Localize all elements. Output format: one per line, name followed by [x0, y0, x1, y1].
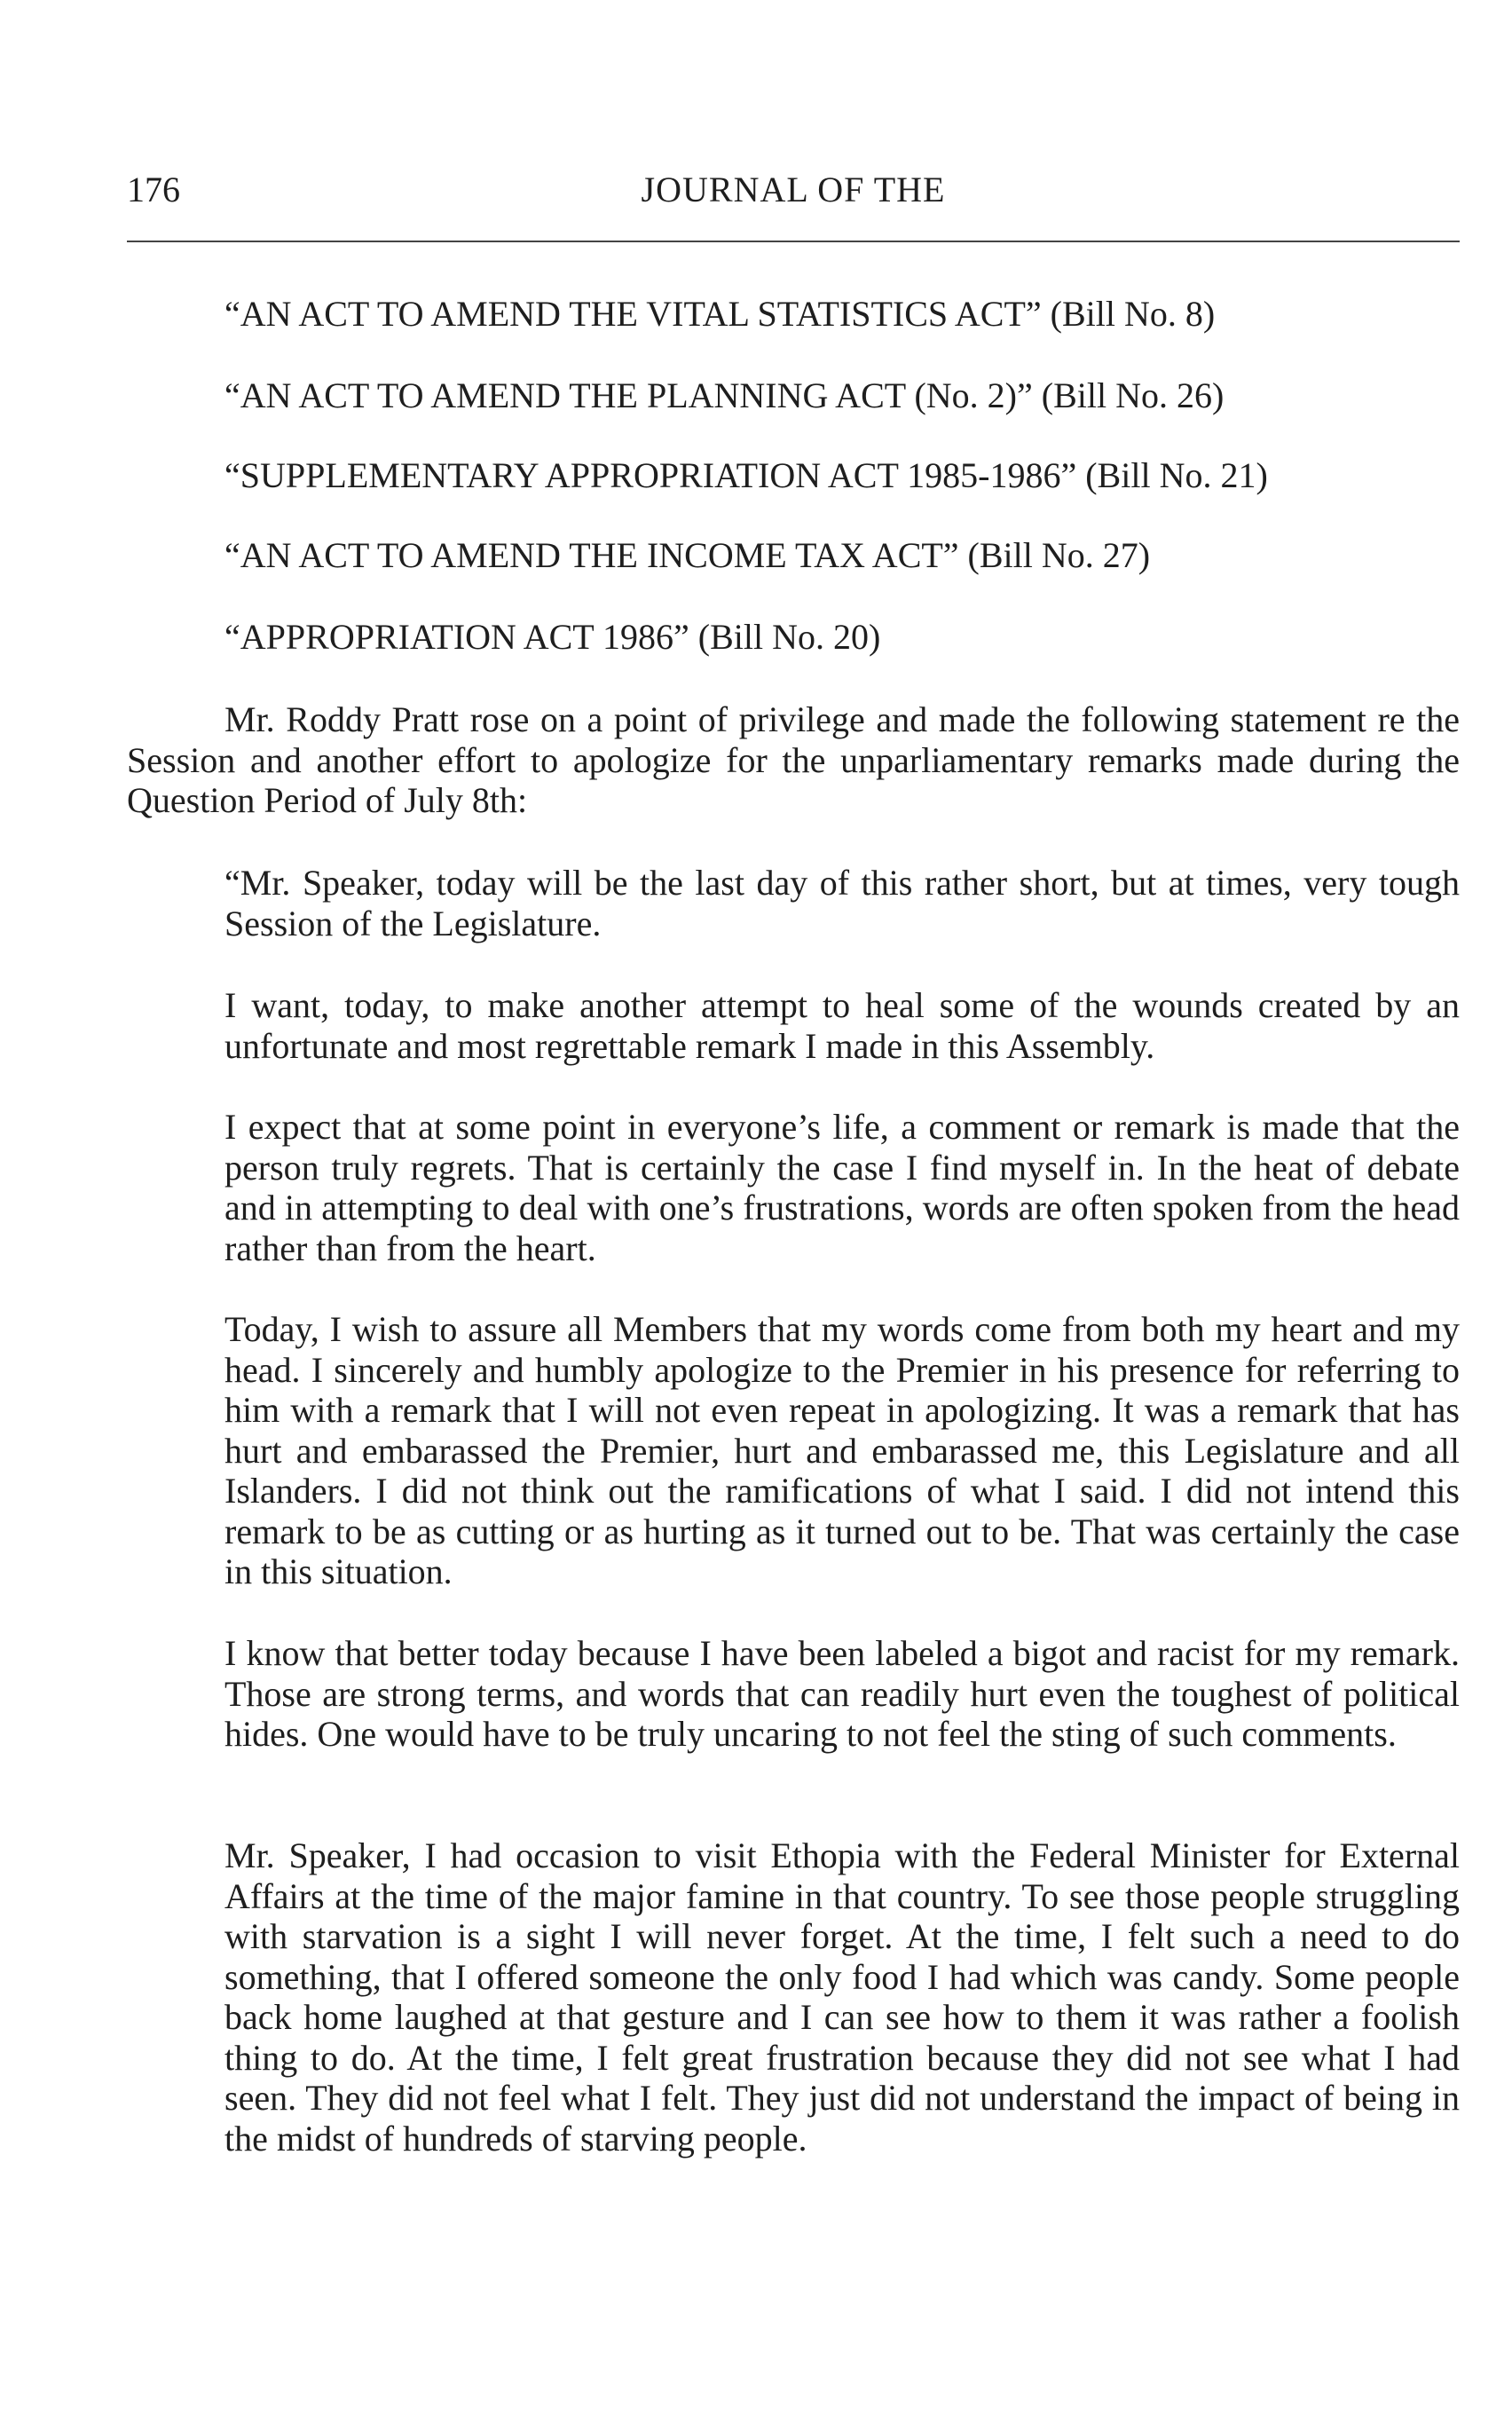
statement-paragraph: I know that better today because I have been labeled a bigot and racist for my remark. Those are strong terms, and words that can readily hurt even the toughest of political hides. One would have to be truly uncaring to not feel the sting of such comments. [224, 1633, 1460, 1754]
page-number: 176 [127, 170, 180, 209]
page-header [127, 167, 1460, 213]
statement-paragraph: I expect that at some point in everyone’s life, a comment or remark is made that the person truly regrets. That is certainly the case I find myself in. In the heat of debate and in attempting to deal with one’s frustrations, words are often spoken from the head rather than from the heart. [224, 1107, 1460, 1268]
bill-title: “AN ACT TO AMEND THE INCOME TAX ACT” (Bill No. 27) [224, 535, 1151, 575]
header-rule [127, 241, 1460, 242]
statement-paragraph: I want, today, to make another attempt to heal some of the wounds created by an unfortunate and most regrettable remark I made in this Assembly. [224, 985, 1460, 1066]
statement-paragraph: Mr. Speaker, I had occasion to visit Ethopia with the Federal Minister for External Affairs at the time of the major famine in that country. To see those people struggling with starvation is a sight I will never forget. At the time, I felt such a need to do something, that I offered someone the only food I had which was candy. Some people back home laughed at that gesture and I can see how to them it was rather a foolish thing to do. At the time, I felt great frustration because they did not see what I had seen. They did not feel what I felt. They just did not understand the impact of being in the midst of hundreds of starving people. [224, 1835, 1460, 2159]
bill-title: “APPROPRIATION ACT 1986” (Bill No. 20) [224, 617, 881, 657]
bill-title: “AN ACT TO AMEND THE PLANNING ACT (No. 2)” (Bill No. 26) [224, 375, 1225, 415]
bill-title: “AN ACT TO AMEND THE VITAL STATISTICS ACT” (Bill No. 8) [224, 294, 1216, 334]
intro-paragraph: Mr. Roddy Pratt rose on a point of privilege and made the following statement re the Session and another effort to apologize for the unparliamentary remarks made during the Question Period of July 8th: [127, 699, 1460, 820]
statement-paragraph: “Mr. Speaker, today will be the last day of this rather short, but at times, very tough Session of the Legislature. [224, 863, 1460, 943]
bill-title: “SUPPLEMENTARY APPROPRIATION ACT 1985-1986” (Bill No. 21) [224, 455, 1268, 495]
statement-paragraph: Today, I wish to assure all Members that my words come from both my heart and my head. I sincerely and humbly apologize to the Premier in his presence for referring to him with a remark that I will not even repeat in apologizing. It was a remark that has hurt and embarassed the Premier, hurt and embarassed me, this Legislature and all Islanders. I did not think out the ramifications of what I said. I did not intend this remark to be as cutting or as hurting as it turned out to be. That was certainly the case in this situation. [224, 1309, 1460, 1591]
running-head: JOURNAL OF THE [641, 170, 946, 209]
